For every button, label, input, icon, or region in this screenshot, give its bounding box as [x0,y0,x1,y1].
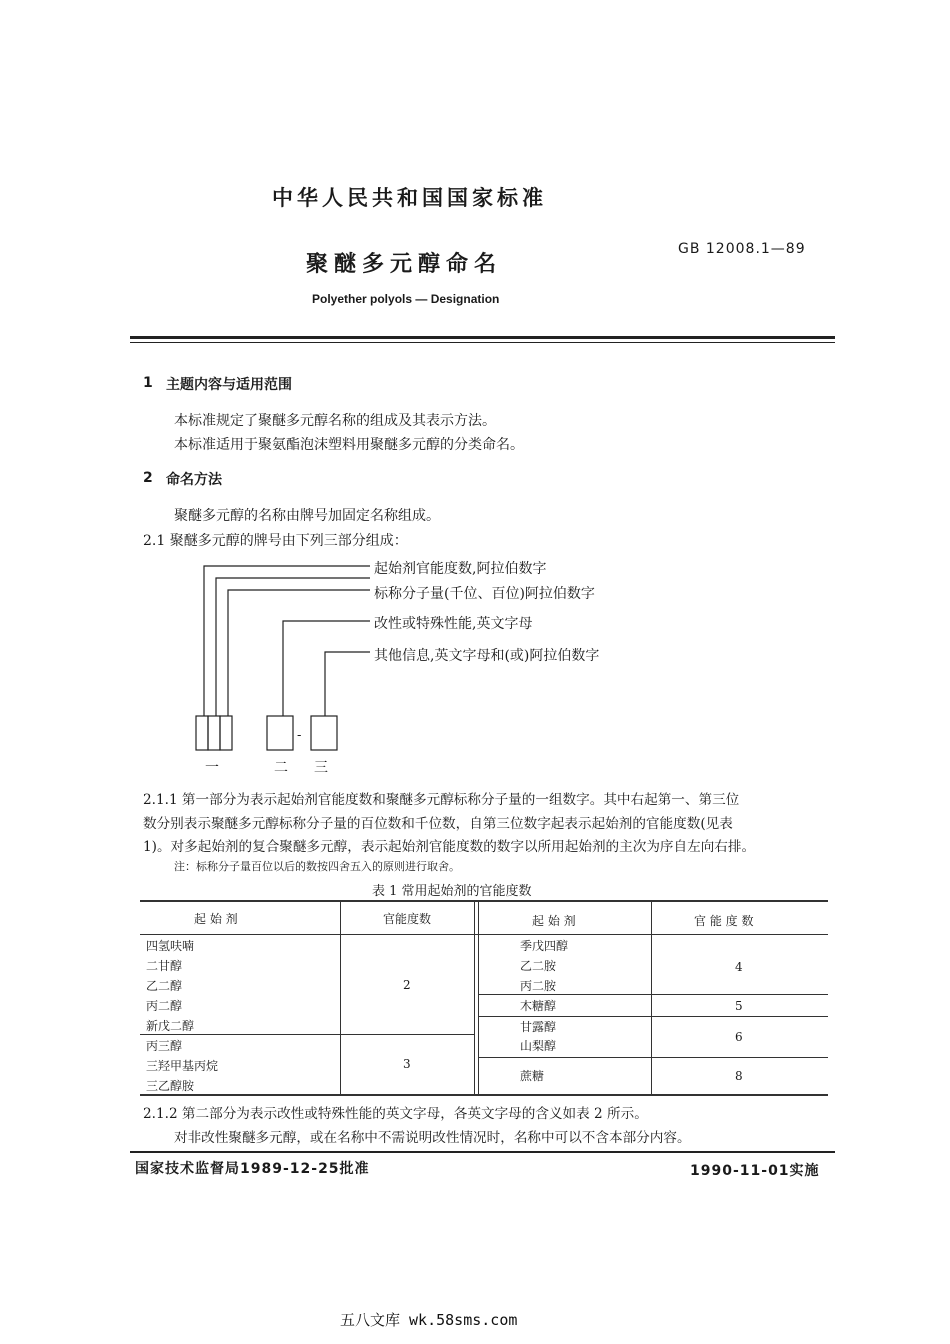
right-starter-3: 丙二胺 [520,979,557,993]
table-top-rule [140,900,828,902]
doc-title-en: Polyether polyols — Designation [312,292,500,306]
table-1-caption: 表 1 常用起始剂的官能度数 [372,884,532,899]
table-left-group-rule [140,1034,474,1035]
standard-number: GB 12008.1—89 [678,241,806,257]
table-header-starter-right: 起 始 剂 [532,914,576,928]
table-left-col-divider [340,901,341,1094]
right-group-4-value: 8 [735,1069,743,1083]
table-header-starter-left: 起 始 剂 [194,912,238,926]
section-1-heading: 主题内容与适用范围 [166,377,292,393]
diagram-part-3-label: 三 [314,760,328,776]
right-starter-2: 乙二胺 [520,959,557,973]
part-1-box-a [196,716,208,750]
header-rule-top [130,336,835,339]
table-right-group-rule-1 [478,994,828,995]
right-starter-4: 木糖醇 [520,999,557,1013]
subsection-2-1-1-line-1: 2.1.1 第一部分为表示起始剂官能度数和聚醚多元醇标称分子量的一组数字。其中右起第一、第三位 [143,792,740,808]
footer-rule [130,1151,835,1153]
left-starter-2: 二甘醇 [146,959,183,973]
section-1-para-2: 本标准适用于聚氨酯泡沫塑料用聚醚多元醇的分类命名。 [174,437,524,453]
diagram-part-2-label: 二 [274,760,288,776]
diagram-label-1: 起始剂官能度数,阿拉伯数字 [374,561,547,577]
right-group-3-value: 6 [735,1030,743,1044]
left-starter-3: 乙二醇 [146,979,183,993]
part-3-box [311,716,337,750]
right-starter-1: 季戊四醇 [520,939,569,953]
section-1-para-1: 本标准规定了聚醚多元醇名称的组成及其表示方法。 [174,413,496,429]
table-right-group-rule-3 [478,1057,828,1058]
table-right-col-divider [651,901,652,1094]
right-group-2-value: 5 [735,999,743,1013]
section-2-para-1: 聚醚多元醇的名称由牌号加固定名称组成。 [174,508,440,524]
part-1-box-b [208,716,220,750]
part-1-box-c [220,716,232,750]
table-center-double-a [474,901,475,1094]
section-2-number: 2 [143,470,153,486]
diagram-part-1-label: 一 [205,760,219,776]
left-group-1-value: 2 [403,978,411,992]
leader-line-2 [216,578,370,716]
left-starter-5: 新戊二醇 [146,1019,195,1033]
section-1-number: 1 [143,375,153,391]
right-starter-6: 山梨醇 [520,1039,557,1053]
note: 注：标称分子量百位以后的数按四舍五入的原则进行取舍。 [174,860,460,873]
left-starter-6: 丙三醇 [146,1039,183,1053]
subsection-2-1: 2.1 聚醚多元醇的牌号由下列三部分组成： [143,533,408,549]
diagram-label-4: 其他信息,英文字母和(或)阿拉伯数字 [374,648,600,664]
part-2-box [267,716,293,750]
diagram-label-2: 标称分子量(千位、百位)阿拉伯数字 [374,586,595,602]
table-right-group-rule-2 [478,1016,828,1017]
table-header-func-right: 官 能 度 数 [694,914,754,928]
section-2-heading: 命名方法 [166,472,222,488]
diagram-dash: - [297,728,302,743]
left-starter-1: 四氢呋喃 [146,939,195,953]
footer-implementation: 1990-11-01实施 [690,1163,820,1179]
left-starter-4: 丙二醇 [146,999,183,1013]
table-header-func-left: 官能度数 [383,912,432,926]
subsection-2-1-2-line-1: 2.1.2 第二部分为表示改性或特殊性能的英文字母，各英文字母的含义如表 2 所示。 [143,1106,648,1122]
leader-line-2b [228,590,370,716]
left-starter-7: 三羟甲基丙烷 [146,1059,219,1073]
leader-line-3 [283,621,370,716]
leader-line-4 [325,652,370,716]
site-watermark: 五八文库 wk.58sms.com [340,1311,518,1329]
diagram-label-3: 改性或特殊性能,英文字母 [374,616,533,632]
right-group-1-value: 4 [735,960,743,974]
subsection-2-1-1-line-2: 数分别表示聚醚多元醇标称分子量的百位数和千位数，自第三位数字起表示起始剂的官能度数(见表 [143,816,733,832]
doc-title: 聚醚多元醇命名 [306,252,503,277]
footer-approval: 国家技术监督局1989-12-25批准 [135,1161,370,1177]
right-starter-7: 蔗糖 [520,1069,545,1083]
table-header-rule [140,934,828,935]
left-group-2-value: 3 [403,1057,411,1071]
right-starter-5: 甘露醇 [520,1020,557,1034]
table-center-double-b [478,901,479,1094]
org-title: 中华人民共和国国家标准 [272,186,547,210]
left-starter-8: 三乙醇胺 [146,1079,195,1093]
subsection-2-1-1-line-3: 1)。对多起始剂的复合聚醚多元醇，表示起始剂官能度数的数字以所用起始剂的主次为序自左向右排。 [143,839,756,855]
leader-line-1 [204,566,370,716]
table-bottom-rule [140,1094,828,1096]
header-rule-bottom [130,342,835,343]
subsection-2-1-2-line-2: 对非改性聚醚多元醇，或在名称中不需说明改性情况时，名称中可以不含本部分内容。 [174,1130,691,1146]
